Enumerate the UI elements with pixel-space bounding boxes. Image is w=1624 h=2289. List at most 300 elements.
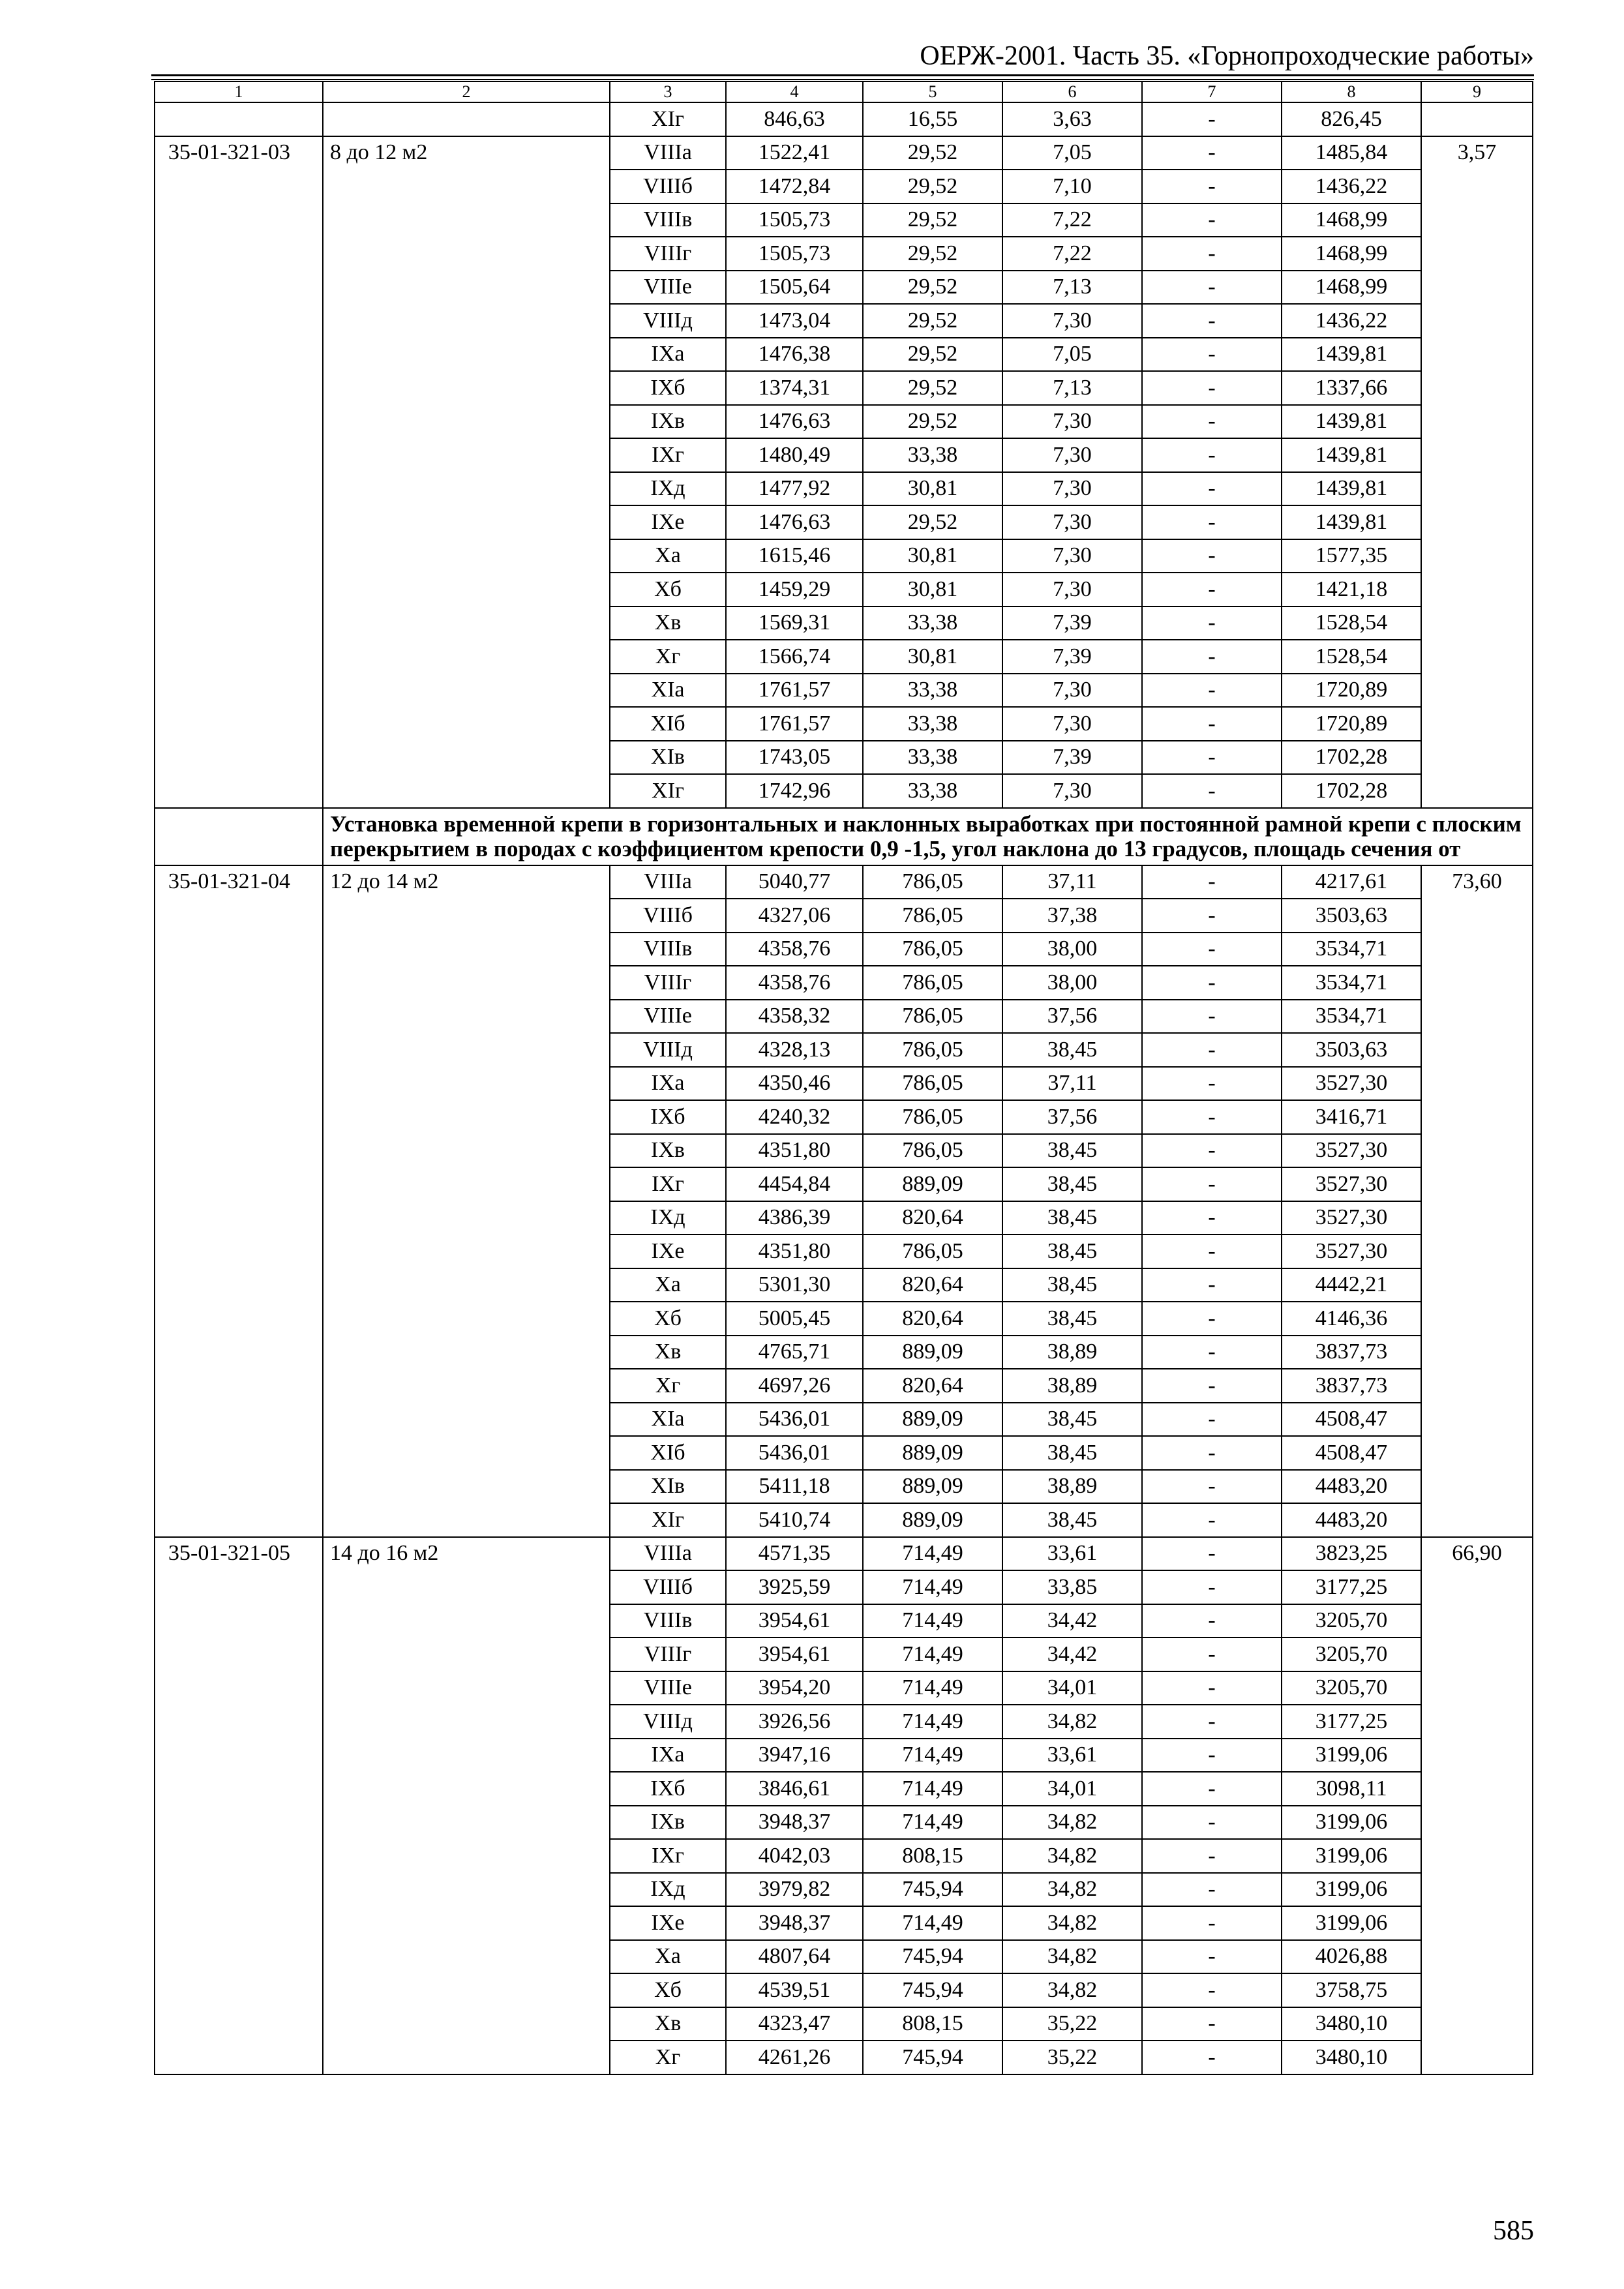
value-cell: 714,49 xyxy=(863,1806,1002,1840)
value-cell: 7,30 xyxy=(1002,539,1142,573)
value-cell: 1439,81 xyxy=(1282,472,1421,506)
value-cell: 4765,71 xyxy=(726,1336,863,1369)
value-cell: 1337,66 xyxy=(1282,371,1421,405)
value-cell: 7,13 xyxy=(1002,371,1142,405)
value-cell: 3177,25 xyxy=(1282,1570,1421,1604)
column-number: 6 xyxy=(1002,82,1142,102)
value-cell: 786,05 xyxy=(863,1100,1002,1134)
value-cell: 1761,57 xyxy=(726,707,863,741)
value-cell: - xyxy=(1142,865,1282,899)
category-cell: VIIIг xyxy=(610,237,726,271)
value-cell: 1473,04 xyxy=(726,304,863,338)
value-cell: - xyxy=(1142,136,1282,170)
column-number: 5 xyxy=(863,82,1002,102)
value-cell: 3926,56 xyxy=(726,1705,863,1739)
labor-cost: 66,90 xyxy=(1421,1537,1533,2074)
value-cell: 4026,88 xyxy=(1282,1940,1421,1974)
value-cell: 3954,20 xyxy=(726,1671,863,1705)
column-number-row xyxy=(155,82,1533,102)
category-cell: Xа xyxy=(610,1940,726,1974)
value-cell: 4358,32 xyxy=(726,1000,863,1034)
value-cell: 1528,54 xyxy=(1282,640,1421,674)
value-cell: - xyxy=(1142,1739,1282,1773)
value-cell: - xyxy=(1142,1671,1282,1705)
value-cell: 4351,80 xyxy=(726,1134,863,1168)
value-cell: 1761,57 xyxy=(726,674,863,708)
value-cell: - xyxy=(1142,102,1282,136)
description-cell xyxy=(323,102,610,136)
value-cell: 37,56 xyxy=(1002,1100,1142,1134)
value-cell: 3947,16 xyxy=(726,1739,863,1773)
value-cell: 1720,89 xyxy=(1282,707,1421,741)
value-cell: 38,45 xyxy=(1002,1436,1142,1470)
value-cell: - xyxy=(1142,1268,1282,1302)
value-cell: 786,05 xyxy=(863,1033,1002,1067)
value-cell: 5301,30 xyxy=(726,1268,863,1302)
value-cell: 889,09 xyxy=(863,1403,1002,1437)
value-cell: 786,05 xyxy=(863,1000,1002,1034)
value-cell: - xyxy=(1142,237,1282,271)
value-cell: 846,63 xyxy=(726,102,863,136)
value-cell: 1439,81 xyxy=(1282,438,1421,472)
value-cell: - xyxy=(1142,966,1282,1000)
value-cell: 7,30 xyxy=(1002,774,1142,808)
page-number: 585 xyxy=(1493,2216,1534,2246)
code-cell xyxy=(155,102,323,136)
value-cell: 1528,54 xyxy=(1282,606,1421,640)
value-cell: 1569,31 xyxy=(726,606,863,640)
value-cell: 29,52 xyxy=(863,304,1002,338)
value-cell: 7,05 xyxy=(1002,338,1142,372)
value-cell: 889,09 xyxy=(863,1470,1002,1504)
category-cell: IXд xyxy=(610,1201,726,1235)
value-cell: 33,61 xyxy=(1002,1739,1142,1773)
value-cell: - xyxy=(1142,438,1282,472)
value-cell: 1505,64 xyxy=(726,271,863,305)
value-cell: 34,82 xyxy=(1002,1973,1142,2007)
value-cell: 38,45 xyxy=(1002,1167,1142,1201)
value-cell: 33,38 xyxy=(863,707,1002,741)
value-cell: 34,01 xyxy=(1002,1772,1142,1806)
value-cell: 33,38 xyxy=(863,774,1002,808)
value-cell: 37,11 xyxy=(1002,1067,1142,1101)
value-cell: 38,45 xyxy=(1002,1134,1142,1168)
value-cell: 714,49 xyxy=(863,1739,1002,1773)
category-cell: IXе xyxy=(610,1234,726,1268)
value-cell: 4327,06 xyxy=(726,899,863,933)
value-cell: - xyxy=(1142,405,1282,439)
value-cell: 33,38 xyxy=(863,741,1002,775)
value-cell: 5436,01 xyxy=(726,1436,863,1470)
value-cell: 1468,99 xyxy=(1282,203,1421,237)
value-cell: 35,22 xyxy=(1002,2007,1142,2041)
header-rule xyxy=(151,74,1534,76)
value-cell: 889,09 xyxy=(863,1503,1002,1537)
table-body xyxy=(155,82,1533,2074)
value-cell: - xyxy=(1142,472,1282,506)
value-cell: 29,52 xyxy=(863,170,1002,203)
value-cell: 3205,70 xyxy=(1282,1604,1421,1638)
value-cell: 889,09 xyxy=(863,1336,1002,1369)
value-cell: 1476,63 xyxy=(726,405,863,439)
category-cell: XIа xyxy=(610,674,726,708)
value-cell: - xyxy=(1142,1638,1282,1671)
category-cell: VIIIв xyxy=(610,933,726,966)
category-cell: IXг xyxy=(610,1167,726,1201)
value-cell: 4697,26 xyxy=(726,1369,863,1403)
value-cell: - xyxy=(1142,1537,1282,1571)
value-cell: 4261,26 xyxy=(726,2041,863,2074)
header-rule xyxy=(151,79,1534,80)
value-cell: 3199,06 xyxy=(1282,1906,1421,1940)
value-cell: - xyxy=(1142,2007,1282,2041)
category-cell: IXе xyxy=(610,1906,726,1940)
value-cell: 1742,96 xyxy=(726,774,863,808)
value-cell: 29,52 xyxy=(863,237,1002,271)
column-number: 3 xyxy=(610,82,726,102)
value-cell: 37,56 xyxy=(1002,1000,1142,1034)
value-cell: - xyxy=(1142,1369,1282,1403)
value-cell: - xyxy=(1142,338,1282,372)
category-cell: Xб xyxy=(610,1973,726,2007)
value-cell: 889,09 xyxy=(863,1167,1002,1201)
value-cell: 34,01 xyxy=(1002,1671,1142,1705)
value-cell: 1485,84 xyxy=(1282,136,1421,170)
value-cell: 35,22 xyxy=(1002,2041,1142,2074)
value-cell: 29,52 xyxy=(863,271,1002,305)
value-cell: 4508,47 xyxy=(1282,1403,1421,1437)
value-cell: 7,05 xyxy=(1002,136,1142,170)
value-cell: 30,81 xyxy=(863,539,1002,573)
value-cell: 3527,30 xyxy=(1282,1234,1421,1268)
value-cell: - xyxy=(1142,2041,1282,2074)
category-cell: Xг xyxy=(610,1369,726,1403)
value-cell: - xyxy=(1142,170,1282,203)
value-cell: 38,00 xyxy=(1002,966,1142,1000)
value-cell: - xyxy=(1142,707,1282,741)
value-cell: - xyxy=(1142,1403,1282,1437)
category-cell: VIIIг xyxy=(610,1638,726,1671)
value-cell: 4386,39 xyxy=(726,1201,863,1235)
value-cell: - xyxy=(1142,1940,1282,1974)
value-cell: 3503,63 xyxy=(1282,899,1421,933)
value-cell: 7,30 xyxy=(1002,472,1142,506)
value-cell: 3534,71 xyxy=(1282,933,1421,966)
value-cell: 7,30 xyxy=(1002,573,1142,606)
value-cell: 3837,73 xyxy=(1282,1369,1421,1403)
value-cell: 38,45 xyxy=(1002,1268,1142,1302)
value-cell: 1436,22 xyxy=(1282,304,1421,338)
category-cell: Xв xyxy=(610,2007,726,2041)
value-cell: 3823,25 xyxy=(1282,1537,1421,1571)
value-cell: 3199,06 xyxy=(1282,1806,1421,1840)
value-cell: 1505,73 xyxy=(726,237,863,271)
value-cell: 38,45 xyxy=(1002,1201,1142,1235)
value-cell: - xyxy=(1142,371,1282,405)
value-cell: 1720,89 xyxy=(1282,674,1421,708)
value-cell: 1566,74 xyxy=(726,640,863,674)
value-cell: 1577,35 xyxy=(1282,539,1421,573)
column-number: 1 xyxy=(155,82,323,102)
section-spacer-cell xyxy=(155,808,323,865)
rate-code: 35-01-321-04 xyxy=(155,865,323,1537)
value-cell: 889,09 xyxy=(863,1436,1002,1470)
category-cell: VIIIб xyxy=(610,899,726,933)
value-cell: 7,30 xyxy=(1002,674,1142,708)
value-cell: 1468,99 xyxy=(1282,237,1421,271)
value-cell: 3416,71 xyxy=(1282,1100,1421,1134)
value-cell: 820,64 xyxy=(863,1302,1002,1336)
value-cell: 34,42 xyxy=(1002,1638,1142,1671)
value-cell: 38,89 xyxy=(1002,1369,1142,1403)
value-cell: 33,38 xyxy=(863,438,1002,472)
category-cell: VIIIе xyxy=(610,1671,726,1705)
category-cell: Xв xyxy=(610,606,726,640)
value-cell: 33,85 xyxy=(1002,1570,1142,1604)
value-cell: 4442,21 xyxy=(1282,1268,1421,1302)
value-cell: 1436,22 xyxy=(1282,170,1421,203)
table-row xyxy=(155,1537,1533,1571)
category-cell: Xб xyxy=(610,573,726,606)
value-cell: 7,22 xyxy=(1002,203,1142,237)
value-cell: 29,52 xyxy=(863,371,1002,405)
value-cell: - xyxy=(1142,1201,1282,1235)
value-cell: 37,11 xyxy=(1002,865,1142,899)
value-cell: 3925,59 xyxy=(726,1570,863,1604)
category-cell: XIа xyxy=(610,1403,726,1437)
rate-code: 35-01-321-03 xyxy=(155,136,323,808)
category-cell: VIIIб xyxy=(610,170,726,203)
value-cell: 3979,82 xyxy=(726,1873,863,1907)
labor-cell xyxy=(1421,102,1533,136)
value-cell: 4146,36 xyxy=(1282,1302,1421,1336)
value-cell: 34,42 xyxy=(1002,1604,1142,1638)
value-cell: 5040,77 xyxy=(726,865,863,899)
value-cell: 714,49 xyxy=(863,1537,1002,1571)
category-cell: VIIIг xyxy=(610,966,726,1000)
value-cell: 4807,64 xyxy=(726,1940,863,1974)
value-cell: - xyxy=(1142,1470,1282,1504)
value-cell: - xyxy=(1142,1336,1282,1369)
value-cell: 37,38 xyxy=(1002,899,1142,933)
column-number: 4 xyxy=(726,82,863,102)
value-cell: 3846,61 xyxy=(726,1772,863,1806)
value-cell: - xyxy=(1142,573,1282,606)
value-cell: 38,45 xyxy=(1002,1033,1142,1067)
value-cell: 30,81 xyxy=(863,573,1002,606)
value-cell: 3954,61 xyxy=(726,1638,863,1671)
table-row xyxy=(155,102,1533,136)
table-row xyxy=(155,136,1533,170)
value-cell: - xyxy=(1142,1436,1282,1470)
category-cell: XIб xyxy=(610,707,726,741)
category-cell: VIIIе xyxy=(610,271,726,305)
column-number: 9 xyxy=(1421,82,1533,102)
value-cell: 1421,18 xyxy=(1282,573,1421,606)
value-cell: 5411,18 xyxy=(726,1470,863,1504)
category-cell: Xа xyxy=(610,539,726,573)
value-cell: 1472,84 xyxy=(726,170,863,203)
category-cell: IXб xyxy=(610,371,726,405)
value-cell: 714,49 xyxy=(863,1570,1002,1604)
category-cell: Xг xyxy=(610,640,726,674)
value-cell: 1702,28 xyxy=(1282,774,1421,808)
value-cell: 1480,49 xyxy=(726,438,863,472)
value-cell: 3503,63 xyxy=(1282,1033,1421,1067)
value-cell: - xyxy=(1142,899,1282,933)
value-cell: 4508,47 xyxy=(1282,1436,1421,1470)
value-cell: - xyxy=(1142,1604,1282,1638)
value-cell: 1468,99 xyxy=(1282,271,1421,305)
value-cell: 1439,81 xyxy=(1282,338,1421,372)
value-cell: 7,30 xyxy=(1002,505,1142,539)
value-cell: - xyxy=(1142,1134,1282,1168)
value-cell: 1477,92 xyxy=(726,472,863,506)
value-cell: - xyxy=(1142,505,1282,539)
value-cell: - xyxy=(1142,1000,1282,1034)
section-area: 8 до 12 м2 xyxy=(323,136,610,808)
value-cell: - xyxy=(1142,606,1282,640)
value-cell: 33,38 xyxy=(863,606,1002,640)
category-cell: IXе xyxy=(610,505,726,539)
value-cell: - xyxy=(1142,1234,1282,1268)
value-cell: 38,45 xyxy=(1002,1503,1142,1537)
value-cell: 786,05 xyxy=(863,865,1002,899)
value-cell: - xyxy=(1142,304,1282,338)
value-cell: 714,49 xyxy=(863,1604,1002,1638)
value-cell: 34,82 xyxy=(1002,1940,1142,1974)
value-cell: 1476,63 xyxy=(726,505,863,539)
category-cell: VIIIа xyxy=(610,136,726,170)
value-cell: 1522,41 xyxy=(726,136,863,170)
value-cell: 5410,74 xyxy=(726,1503,863,1537)
value-cell: 33,61 xyxy=(1002,1537,1142,1571)
value-cell: 29,52 xyxy=(863,338,1002,372)
value-cell: 1439,81 xyxy=(1282,505,1421,539)
value-cell: 3534,71 xyxy=(1282,1000,1421,1034)
category-cell: IXд xyxy=(610,1873,726,1907)
value-cell: 3205,70 xyxy=(1282,1671,1421,1705)
value-cell: - xyxy=(1142,1503,1282,1537)
value-cell: 745,94 xyxy=(863,2041,1002,2074)
section-area: 14 до 16 м2 xyxy=(323,1537,610,2074)
value-cell: - xyxy=(1142,203,1282,237)
value-cell: 4350,46 xyxy=(726,1067,863,1101)
value-cell: - xyxy=(1142,1772,1282,1806)
category-cell: Xг xyxy=(610,2041,726,2074)
value-cell: 38,45 xyxy=(1002,1302,1142,1336)
value-cell: 1743,05 xyxy=(726,741,863,775)
category-cell: IXг xyxy=(610,1839,726,1873)
value-cell: 820,64 xyxy=(863,1268,1002,1302)
value-cell: - xyxy=(1142,1906,1282,1940)
value-cell: 4323,47 xyxy=(726,2007,863,2041)
value-cell: 4042,03 xyxy=(726,1839,863,1873)
value-cell: 29,52 xyxy=(863,136,1002,170)
value-cell: 34,82 xyxy=(1002,1806,1142,1840)
category-cell: IXв xyxy=(610,405,726,439)
value-cell: 4358,76 xyxy=(726,966,863,1000)
column-number: 2 xyxy=(323,82,610,102)
value-cell: - xyxy=(1142,1973,1282,2007)
table-row xyxy=(155,865,1533,899)
category-cell: VIIIа xyxy=(610,865,726,899)
value-cell: 808,15 xyxy=(863,2007,1002,2041)
value-cell: - xyxy=(1142,933,1282,966)
value-cell: 7,39 xyxy=(1002,606,1142,640)
value-cell: 3480,10 xyxy=(1282,2007,1421,2041)
value-cell: 34,82 xyxy=(1002,1873,1142,1907)
value-cell: - xyxy=(1142,1806,1282,1840)
value-cell: 30,81 xyxy=(863,472,1002,506)
value-cell: - xyxy=(1142,1302,1282,1336)
value-cell: 745,94 xyxy=(863,1973,1002,2007)
value-cell: 820,64 xyxy=(863,1201,1002,1235)
category-cell: XIг xyxy=(610,1503,726,1537)
value-cell: 3527,30 xyxy=(1282,1067,1421,1101)
category-cell: IXа xyxy=(610,338,726,372)
value-cell: 3527,30 xyxy=(1282,1167,1421,1201)
value-cell: 7,13 xyxy=(1002,271,1142,305)
value-cell: 29,52 xyxy=(863,405,1002,439)
value-cell: 1459,29 xyxy=(726,573,863,606)
value-cell: - xyxy=(1142,741,1282,775)
value-cell: 3199,06 xyxy=(1282,1739,1421,1773)
value-cell: 38,89 xyxy=(1002,1336,1142,1369)
value-cell: 7,30 xyxy=(1002,405,1142,439)
value-cell: 1439,81 xyxy=(1282,405,1421,439)
section-row xyxy=(155,808,1533,865)
value-cell: 30,81 xyxy=(863,640,1002,674)
value-cell: 1702,28 xyxy=(1282,741,1421,775)
price-table xyxy=(154,81,1533,2075)
value-cell: 7,30 xyxy=(1002,304,1142,338)
value-cell: 34,82 xyxy=(1002,1705,1142,1739)
category-cell: XIв xyxy=(610,741,726,775)
value-cell: 714,49 xyxy=(863,1705,1002,1739)
value-cell: 7,30 xyxy=(1002,438,1142,472)
labor-cost: 3,57 xyxy=(1421,136,1533,808)
category-cell: VIIIд xyxy=(610,304,726,338)
value-cell: - xyxy=(1142,539,1282,573)
value-cell: 714,49 xyxy=(863,1772,1002,1806)
value-cell: 7,22 xyxy=(1002,237,1142,271)
value-cell: 786,05 xyxy=(863,1067,1002,1101)
category-cell: VIIIв xyxy=(610,203,726,237)
value-cell: 38,00 xyxy=(1002,933,1142,966)
value-cell: 3527,30 xyxy=(1282,1134,1421,1168)
value-cell: - xyxy=(1142,1167,1282,1201)
value-cell: 3,63 xyxy=(1002,102,1142,136)
category-cell: IXб xyxy=(610,1100,726,1134)
value-cell: 16,55 xyxy=(863,102,1002,136)
value-cell: 4351,80 xyxy=(726,1234,863,1268)
value-cell: - xyxy=(1142,1570,1282,1604)
value-cell: 4454,84 xyxy=(726,1167,863,1201)
value-cell: 1505,73 xyxy=(726,203,863,237)
value-cell: 3199,06 xyxy=(1282,1839,1421,1873)
section-title: Установка временной крепи в горизонтальных и наклонных выработках при постоянной рамной крепи с плоским перекрытием в породах с коэффициентом крепости 0,9 -1,5, угол наклона до 13 градусов, площадь сечения от xyxy=(323,808,1533,865)
category-cell: VIIIд xyxy=(610,1705,726,1739)
category-cell: VIIIе xyxy=(610,1000,726,1034)
value-cell: 7,30 xyxy=(1002,707,1142,741)
value-cell: 4571,35 xyxy=(726,1537,863,1571)
category-cell: IXб xyxy=(610,1772,726,1806)
category-cell: Xа xyxy=(610,1268,726,1302)
value-cell: 786,05 xyxy=(863,1134,1002,1168)
value-cell: 4240,32 xyxy=(726,1100,863,1134)
value-cell: 786,05 xyxy=(863,966,1002,1000)
